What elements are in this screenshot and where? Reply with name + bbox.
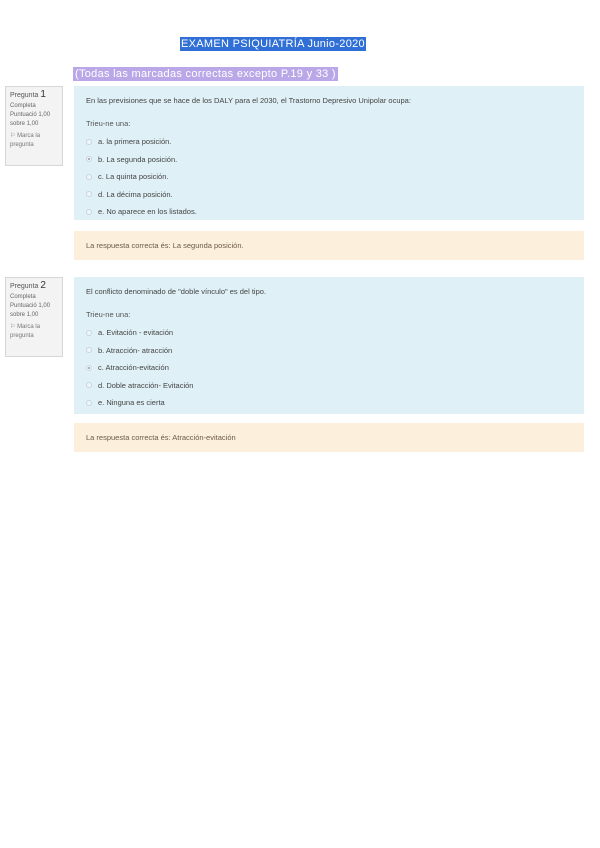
question-number: 1 [40, 89, 46, 100]
page-subtitle: (Todas las marcadas correctas excepto P.19 y 33 ) [75, 68, 336, 80]
radio-button[interactable] [86, 347, 92, 353]
flag-label: Marca la pregunta [10, 324, 41, 339]
question-info-1 [5, 86, 63, 166]
question-info-2 [5, 277, 63, 357]
question-box-1 [74, 86, 584, 220]
answer-option[interactable] [86, 359, 572, 377]
option-label: e. No aparece en los listados. [98, 207, 197, 217]
page-title: EXAMEN PSIQUIATRÍA Junio-2020 [181, 38, 365, 50]
question-status: Completa [10, 103, 36, 109]
answer-option[interactable] [86, 394, 572, 412]
flag-icon: ⚐ [10, 133, 16, 139]
flag-question-link[interactable] [10, 323, 58, 341]
option-label: c. Atracción-evitación [98, 363, 169, 373]
question-box-2 [74, 277, 584, 414]
question-number: 2 [40, 280, 46, 291]
question-text: El conflicto denominado de "doble vínculo" es del tipo. [86, 287, 267, 296]
radio-button[interactable] [86, 174, 92, 180]
answer-option[interactable] [86, 186, 572, 204]
option-label: c. La quinta posición. [98, 172, 169, 182]
radio-button[interactable] [86, 382, 92, 388]
flag-label: Marca la pregunta [10, 133, 41, 148]
option-label: b. La segunda posición. [98, 154, 178, 164]
question-score: Puntuació 1,00 sobre 1,00 [10, 303, 51, 318]
radio-button[interactable] [86, 191, 92, 197]
option-label: d. La décima posición. [98, 189, 173, 199]
question-label: Pregunta [10, 283, 39, 290]
radio-button[interactable] [86, 209, 92, 215]
answer-option[interactable] [86, 342, 572, 360]
question-label: Pregunta [10, 92, 39, 99]
answer-option[interactable] [86, 151, 572, 169]
radio-button-selected[interactable] [86, 156, 92, 162]
radio-button[interactable] [86, 330, 92, 336]
answer-prompt: Trieu-ne una: [86, 119, 131, 128]
question-status: Completa [10, 294, 36, 300]
question-text: En las previsiones que se hace de los DALY para el 2030, el Trastorno Depresivo Unipolar ocupa: [86, 96, 411, 105]
radio-button[interactable] [86, 400, 92, 406]
radio-button[interactable] [86, 139, 92, 145]
question-score: Puntuació 1,00 sobre 1,00 [10, 112, 51, 127]
option-label: a. la primera posición. [98, 137, 172, 147]
answer-option[interactable] [86, 324, 572, 342]
option-label: a. Evitación - evitación [98, 328, 174, 338]
feedback-box-2: La respuesta correcta és: Atracción-evitación [74, 423, 584, 452]
answer-option[interactable] [86, 133, 572, 151]
answer-option[interactable] [86, 168, 572, 186]
radio-button-selected[interactable] [86, 365, 92, 371]
flag-icon: ⚐ [10, 324, 16, 330]
answer-prompt: Trieu-ne una: [86, 310, 131, 319]
option-label: b. Atracción- atracción [98, 345, 173, 355]
answer-option[interactable] [86, 377, 572, 395]
feedback-box-1: La respuesta correcta és: La segunda posición. [74, 231, 584, 260]
option-label: d. Doble atracción- Evitación [98, 380, 194, 390]
answer-option[interactable] [86, 203, 572, 221]
flag-question-link[interactable] [10, 132, 58, 150]
option-label: e. Ninguna es cierta [98, 398, 165, 408]
